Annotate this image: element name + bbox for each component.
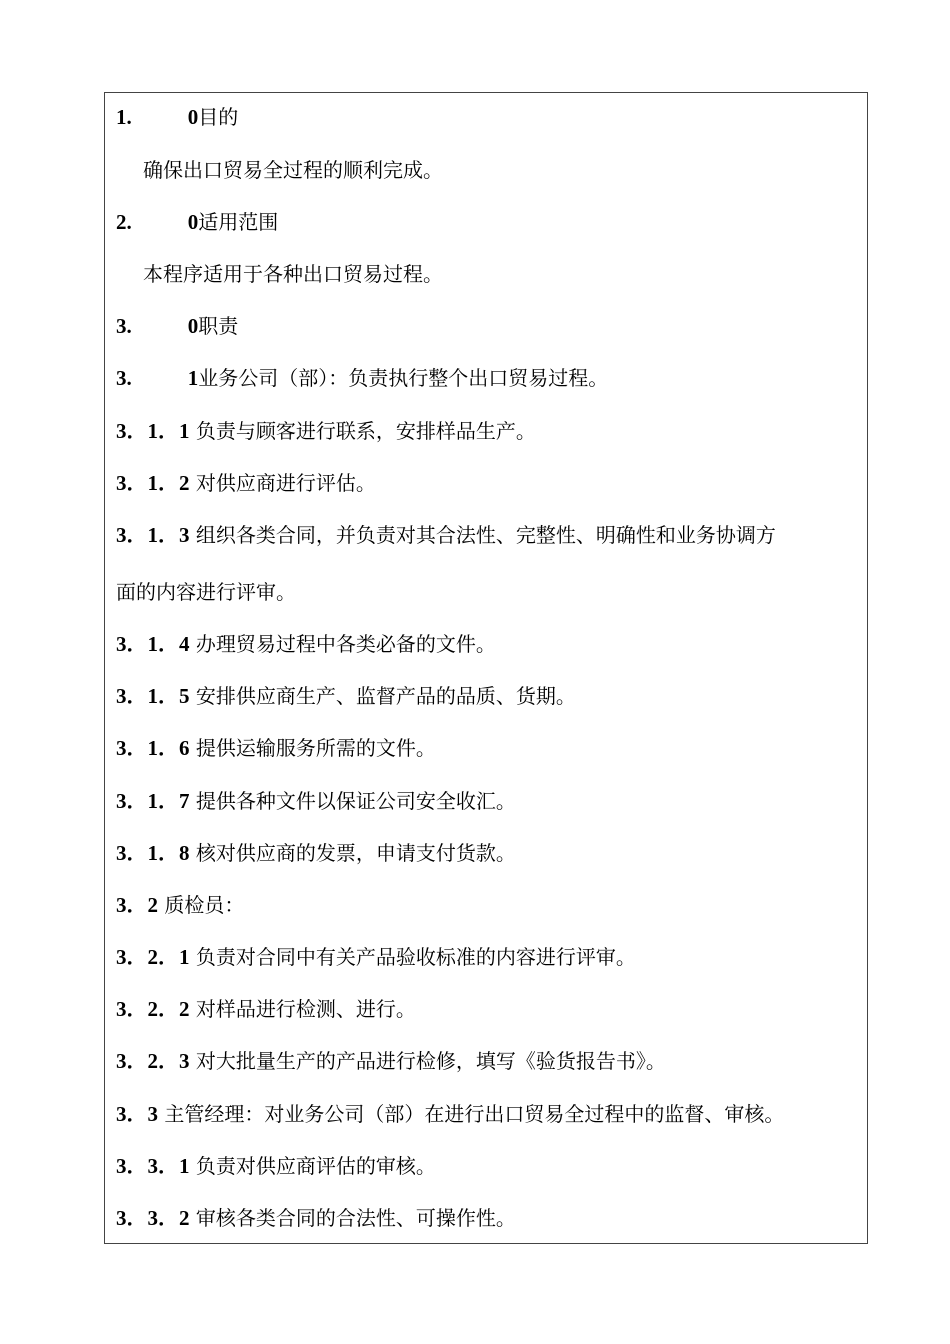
item-text: 负责对供应商评估的审核。: [195, 1154, 436, 1178]
item-text: 提供运输服务所需的文件。: [195, 736, 436, 760]
paragraph-text: 本程序适用于各种出口贸易过程。: [143, 262, 443, 286]
item-text: 对样品进行检测、进行。: [195, 997, 416, 1021]
item-3-1-7: [116, 787, 516, 815]
item-text: 办理贸易过程中各类必备的文件。: [195, 632, 496, 656]
heading-responsibilities: [116, 312, 238, 340]
heading-text: 目的: [198, 105, 239, 129]
section-subnumber: 0: [187, 210, 199, 234]
paragraph-purpose: [143, 156, 443, 184]
section-subnumber: 0: [187, 314, 199, 338]
item-3-3-1: [116, 1152, 436, 1180]
section-number: 2.: [116, 210, 132, 234]
item-3-3: [116, 1100, 784, 1128]
item-text: 负责与顾客进行联系，安排样品生产。: [195, 419, 536, 443]
section-number: 3．1．3: [116, 523, 190, 547]
section-number: 3．3: [116, 1102, 158, 1126]
section-number: 3．1．2: [116, 471, 190, 495]
item-text: 对供应商进行评估。: [195, 471, 376, 495]
item-3-2-1: [116, 943, 636, 971]
item-text: 质检员：: [164, 893, 245, 917]
item-text: 对大批量生产的产品进行检修，填写《验货报告书》。: [195, 1049, 666, 1073]
section-subnumber: 0: [187, 105, 199, 129]
heading-scope: [116, 208, 278, 236]
section-number: 3.: [116, 314, 132, 338]
section-number: 3．3．1: [116, 1154, 190, 1178]
section-number: 3．1．8: [116, 841, 190, 865]
item-text: 核对供应商的发票，申请支付货款。: [195, 841, 516, 865]
item-3-2-3: [116, 1047, 666, 1075]
item-3-1-4: [116, 630, 496, 658]
item-text: 业务公司（部）：负责执行整个出口贸易过程。: [198, 366, 609, 390]
item-text: 面的内容进行评审。: [116, 580, 296, 604]
item-3-1: [116, 364, 608, 392]
item-3-2-2: [116, 995, 416, 1023]
section-number: 3．2．3: [116, 1049, 190, 1073]
section-number: 3.: [116, 366, 132, 390]
section-number: 3．2．1: [116, 945, 190, 969]
item-3-1-3-continued: [116, 578, 296, 606]
item-text: 安排供应商生产、监督产品的品质、货期。: [195, 684, 576, 708]
section-number: 3．1．1: [116, 419, 190, 443]
section-number: 3．2．2: [116, 997, 190, 1021]
heading-purpose: [116, 103, 238, 131]
section-number: 3．1．5: [116, 684, 190, 708]
section-number: 3．1．4: [116, 632, 190, 656]
section-number: 3．1．7: [116, 789, 190, 813]
item-3-1-3: [116, 521, 776, 549]
heading-text: 职责: [198, 314, 239, 338]
item-3-1-8: [116, 839, 516, 867]
item-text: 审核各类合同的合法性、可操作性。: [195, 1206, 516, 1230]
item-3-3-2: [116, 1204, 516, 1232]
section-number: 3．3．2: [116, 1206, 190, 1230]
item-3-1-6: [116, 734, 436, 762]
section-number: 1.: [116, 105, 132, 129]
paragraph-text: 确保出口贸易全过程的顺利完成。: [143, 158, 443, 182]
section-subnumber: 1: [187, 366, 199, 390]
item-text: 主管经理：对业务公司（部）在进行出口贸易全过程中的监督、审核。: [164, 1102, 785, 1126]
paragraph-scope: [143, 260, 443, 288]
item-3-2: [116, 891, 244, 919]
item-text: 组织各类合同，并负责对其合法性、完整性、明确性和业务协调方: [195, 523, 776, 547]
heading-text: 适用范围: [198, 210, 279, 234]
section-number: 3．1．6: [116, 736, 190, 760]
item-3-1-2: [116, 469, 376, 497]
item-text: 负责对合同中有关产品验收标准的内容进行评审。: [195, 945, 636, 969]
item-3-1-5: [116, 682, 576, 710]
item-text: 提供各种文件以保证公司安全收汇。: [195, 789, 516, 813]
item-3-1-1: [116, 417, 536, 445]
section-number: 3．2: [116, 893, 158, 917]
